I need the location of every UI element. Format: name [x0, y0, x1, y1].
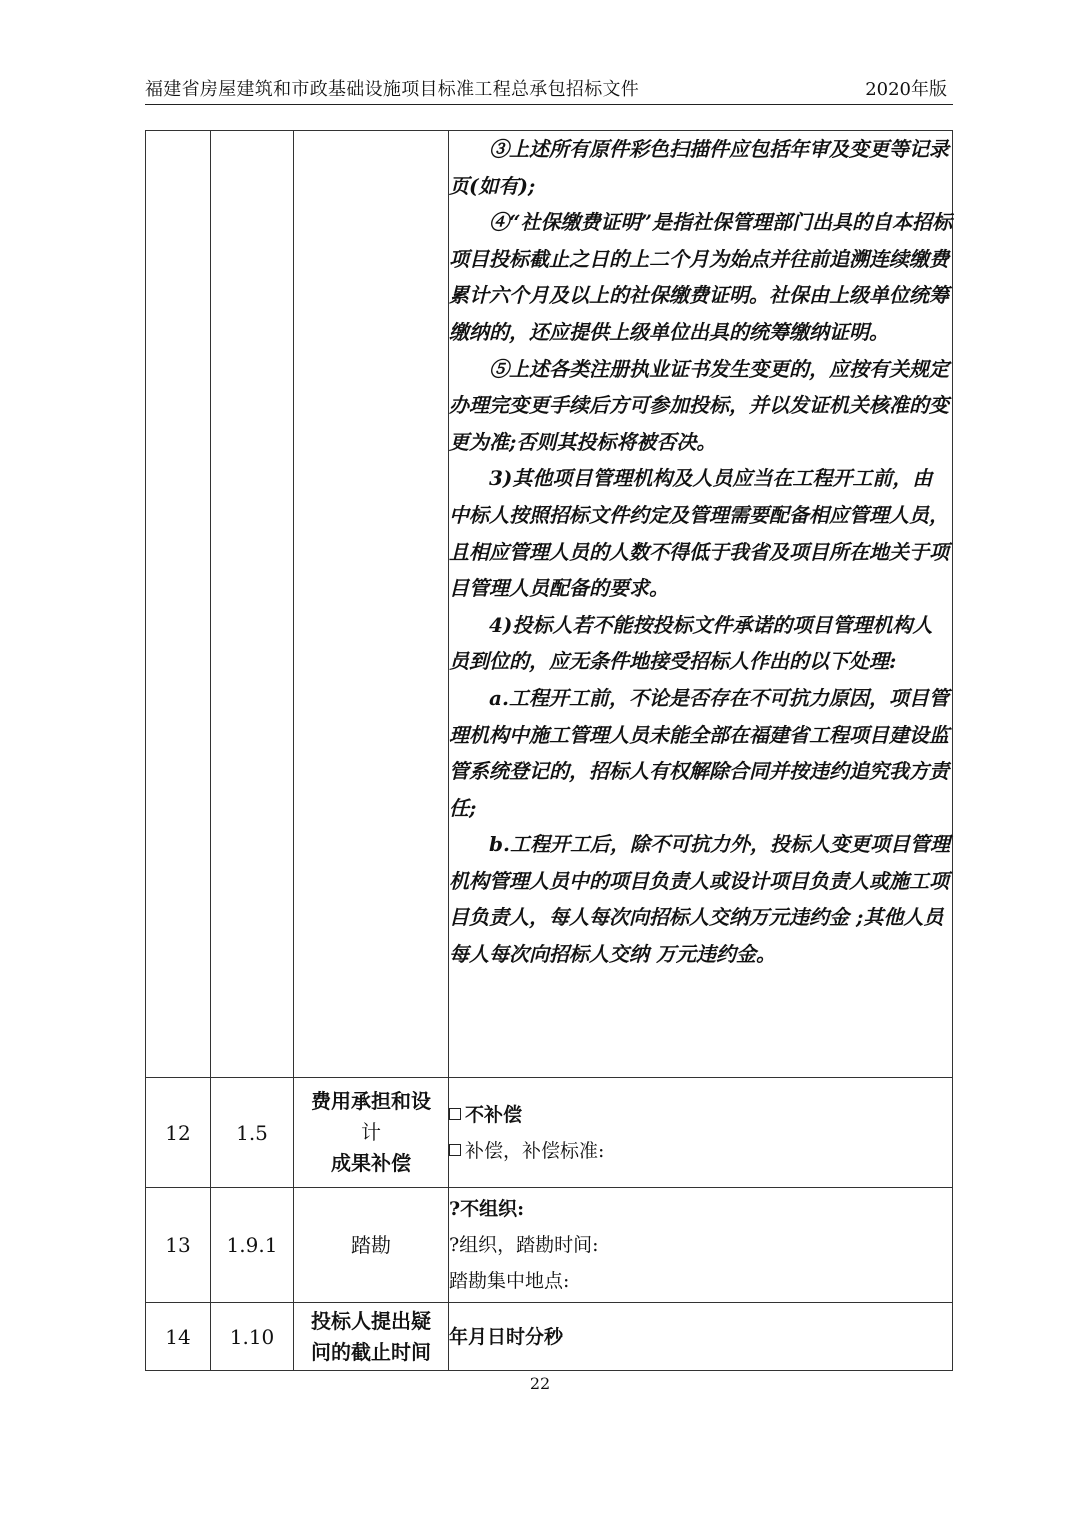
option-organized[interactable]: ?组织，踏勘时间:: [449, 1234, 599, 1256]
paragraph: ③上述所有原件彩色扫描件应包括年审及变更等记录页(如有);: [449, 137, 949, 198]
paragraph: 3)其他项目管理机构及人员应当在工程开工前，由中标人按照招标文件约定及管理需要配备相应管理人员，且相应管理人员的人数不得低于我省及项目所在地关于项目管理人员配备的要求。: [449, 466, 949, 601]
item-name-cell: [294, 131, 449, 1078]
page-number: 22: [529, 1374, 551, 1393]
deadline-value: 年月日时分秒: [449, 1303, 953, 1371]
table-row: [146, 131, 953, 1078]
content-cell: [449, 131, 953, 1078]
clause-cell: [211, 131, 294, 1078]
edition-label: 2020年版: [865, 79, 947, 100]
site-visit-location: 踏勘集中地点:: [449, 1270, 570, 1292]
clause-number: 1.9.1: [211, 1188, 294, 1303]
paragraph: a.工程开工前，不论是否存在不可抗力原因，项目管理机构中施工管理人员未能全部在福建省工程项目建设监管系统登记的，招标人有权解除合同并按违约追究我方责任;: [449, 685, 949, 820]
item-name: 投标人提出疑 问的截止时间: [294, 1303, 449, 1371]
item-name: 费用承担和设 计 成果补偿: [294, 1078, 449, 1188]
options-cell: [449, 1078, 953, 1188]
paragraph: b.工程开工后，除不可抗力外，投标人变更项目管理机构管理人员中的项目负责人或设计项目负责人或施工项目负责人，每人每次向招标人交纳万元违约金 ;其他人员每人每次向招标人交纳 万元违约金。: [449, 832, 950, 967]
options-cell: [449, 1188, 953, 1303]
row-number-cell: [146, 131, 211, 1078]
document-title: 福建省房屋建筑和市政基础设施项目标准工程总承包招标文件: [145, 79, 640, 100]
data-sheet-table: [145, 130, 953, 1371]
clause-number: 1.5: [211, 1078, 294, 1188]
option-not-organized[interactable]: ?不组织:: [449, 1198, 525, 1220]
row-number: 14: [146, 1303, 211, 1371]
row-number: 12: [146, 1078, 211, 1188]
checkbox-icon[interactable]: [449, 1108, 461, 1120]
table-row: [146, 1303, 953, 1371]
table-row: [146, 1078, 953, 1188]
paragraph: ⑤上述各类注册执业证书发生变更的，应按有关规定办理完变更手续后方可参加投标，并以发证机关核准的变更为准;否则其投标将被否决。: [449, 356, 949, 454]
clause-number: 1.10: [211, 1303, 294, 1371]
table-row: [146, 1188, 953, 1303]
checkbox-icon[interactable]: [449, 1144, 461, 1156]
item-name: 踏勘: [294, 1188, 449, 1303]
paragraph: 4)投标人若不能按投标文件承诺的项目管理机构人员到位的，应无条件地接受招标人作出的以下处理:: [449, 612, 933, 674]
option-no-compensation[interactable]: 不补偿: [449, 1097, 952, 1133]
paragraph: ④“社保缴费证明”是指社保管理部门出具的自本招标项目投标截止之日的上二个月为始点并往前追溯连续缴费累计六个月及以上的社保缴费证明。社保由上级单位统筹缴纳的，还应提供上级单位出具的统筹缴纳证明。: [449, 210, 953, 344]
row-number: 13: [146, 1188, 211, 1303]
page-header: [145, 76, 953, 105]
option-compensation[interactable]: 补偿，补偿标准:: [449, 1133, 952, 1169]
